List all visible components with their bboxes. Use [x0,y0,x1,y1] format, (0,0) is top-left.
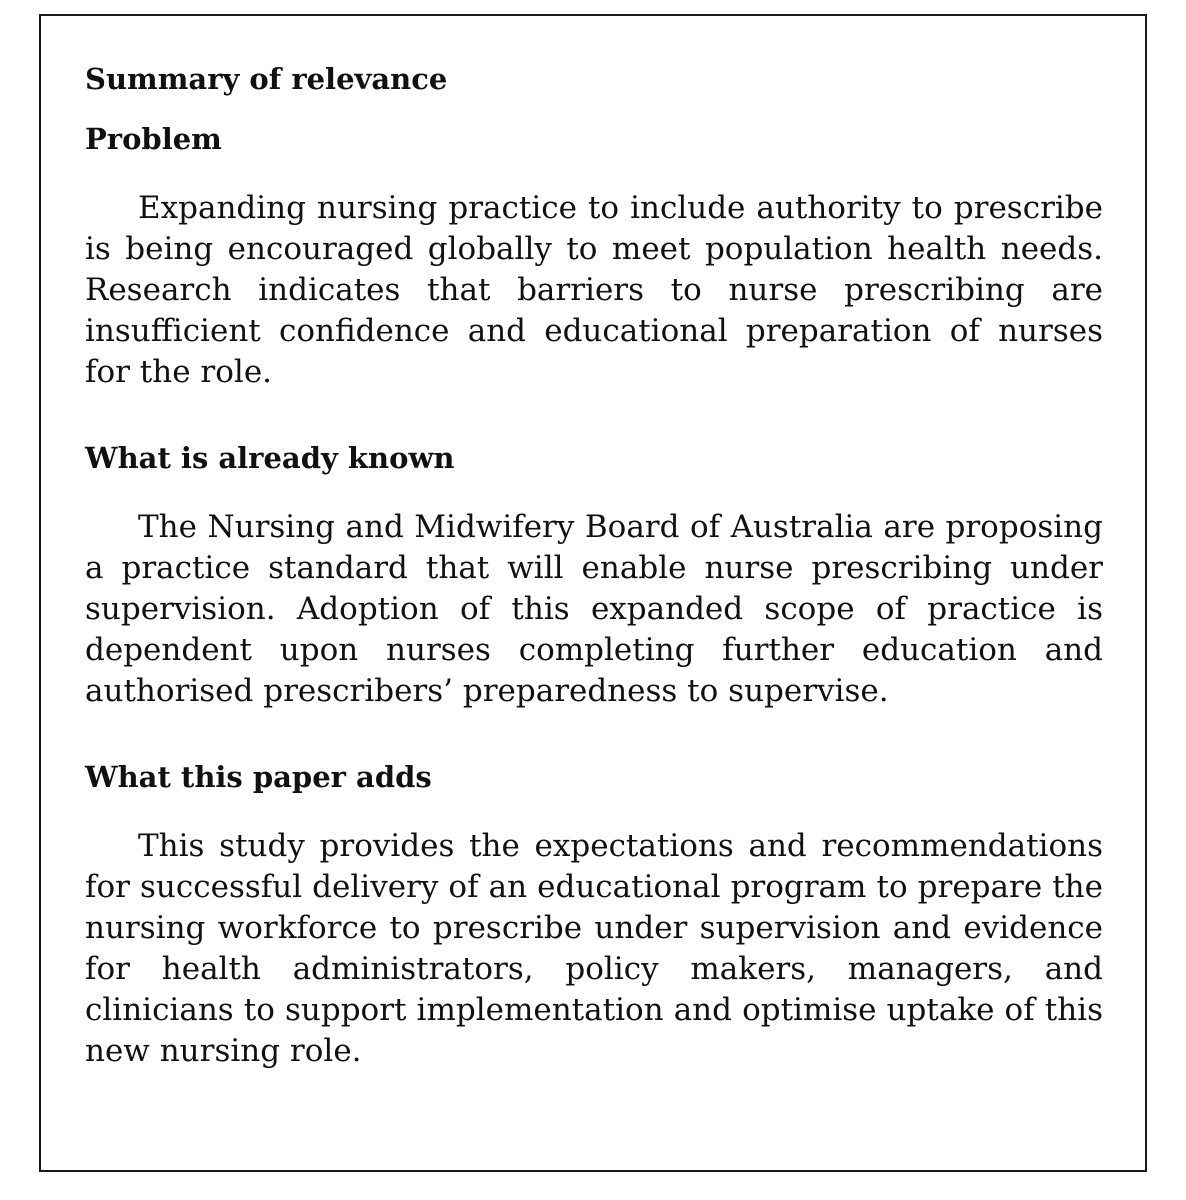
section-text-problem: Expanding nursing practice to include authority to prescribe is being encouraged globally to meet population health needs. Research indicates that barriers to nurse prescribing are insufficient confidence and educational preparation of nurses for the role. [85,190,1103,390]
section-heading-problem: Problem [85,122,222,156]
box-title: Summary of relevance [85,62,448,96]
section-heading-already-known: What is already known [85,441,455,475]
summary-content [85,60,1103,1072]
section-text-already-known: The Nursing and Midwifery Board of Australia are proposing a practice standard that will enable nurse prescribing under supervision. Adoption of this expanded scope of practice is dependent upon nurses completing further education and authorised prescribers’ preparedness to supervise. [85,509,1103,709]
section-text-paper-adds: This study provides the expectations and recommendations for successful delivery of an educational program to prepare the nursing workforce to prescribe under supervision and evidence for health administrators, policy makers, managers, and clinicians to support implementation and optimise uptake of this new nursing role. [85,828,1103,1069]
section-heading-paper-adds: What this paper adds [85,760,432,794]
summary-of-relevance-box [39,14,1147,1172]
